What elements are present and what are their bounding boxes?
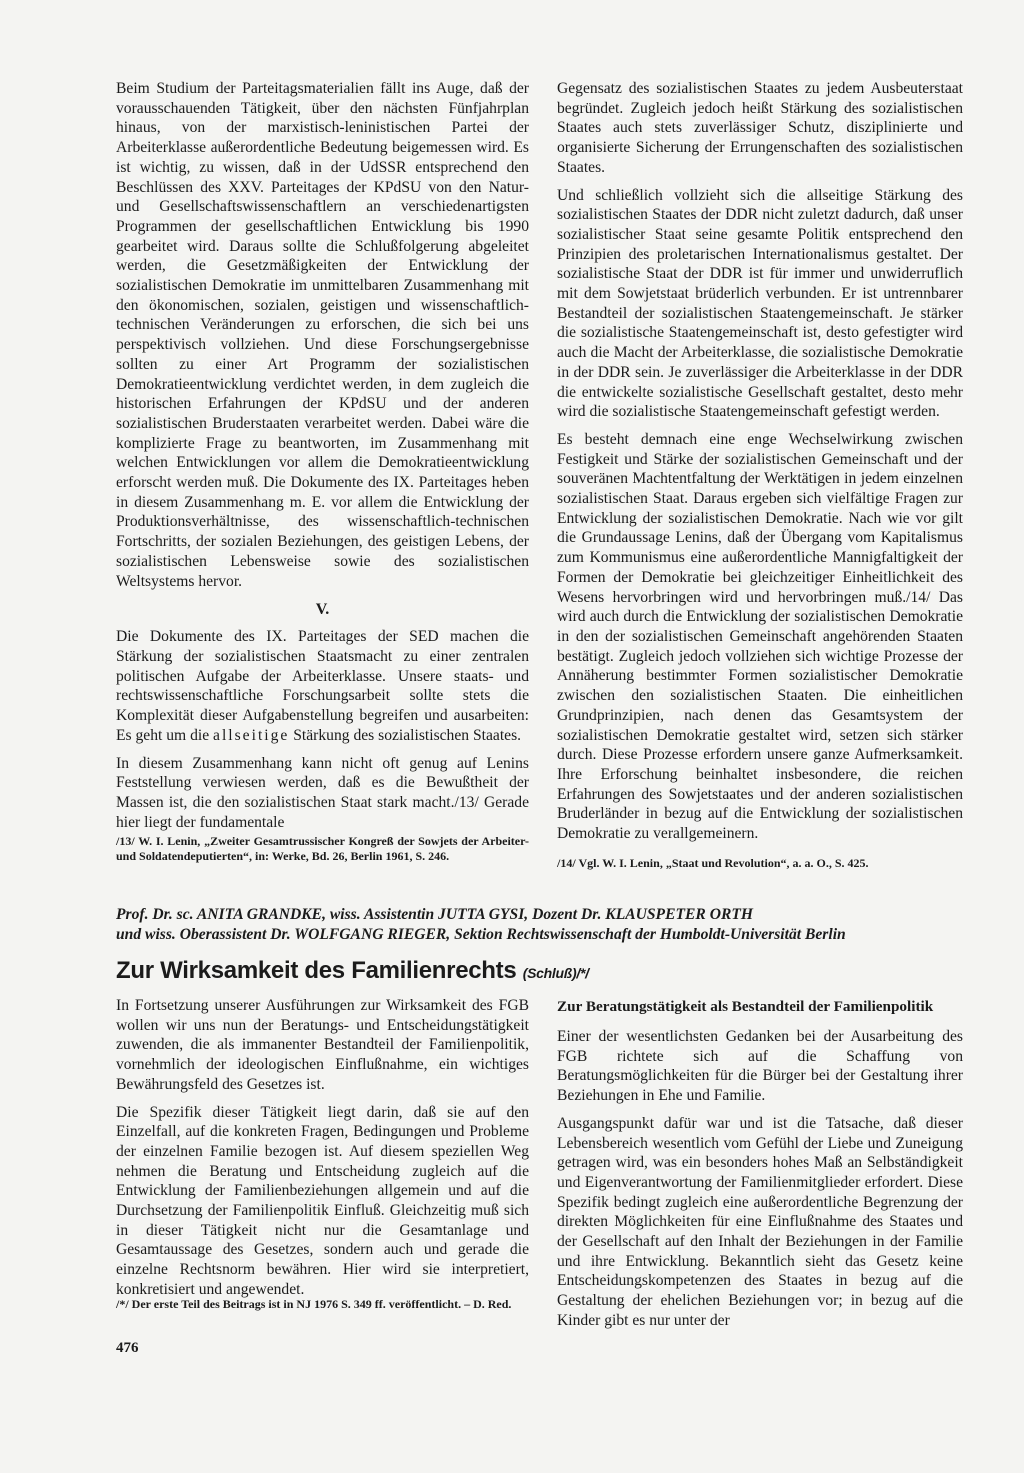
top-right-column: [557, 79, 963, 852]
body-paragraph: Einer der wesentlichsten Gedanken bei der Ausarbeitung des FGB richtete sich auf die Schaffung von Beratungsmöglichkeiten für die Bürger bei der Gestaltung ihrer Beziehungen in Ehe und Familie.: [557, 1028, 963, 1105]
body-paragraph: Beim Studium der Parteitagsmaterialien fällt ins Auge, daß der vorausschauenden Tätigkeit, über den nächsten Fünfjahrplan hinaus, von der marxistisch-leninistischen Partei der Arbeiterklasse außerordentliche Bedeutung beigemessen wird. Es ist wichtig, zu wissen, daß in der UdSSR entsprechend den Beschlüssen des XXV. Parteitages der KPdSU von den Natur- und Gesellschaftswissenschaftlern an verschiedenartigsten Programmen der gesellschaftlichen Entwicklung bis 1990 gearbeitet wird. Daraus sollte die Schlußfolgerung abgeleitet werden, die Gesetzmäßigkeiten der Entwicklung der sozialistischen Demokratie im unmittelbaren Zusammenhang mit den ökonomischen, sozialen, geistigen und wissenschaftlich-technischen Veränderungen zu erforschen, die sich bei uns perspektivisch vollziehen. Und diese Forschungsergebnisse sollten zu einer Art Programm der sozialistischen Demokratieentwicklung verdichtet werden, in dem zugleich die historischen Erfahrungen der KPdSU und der anderen sozialistischen Bruderstaaten verarbeitet werden. Dabei wäre die komplizierte Frage zu beantworten, im Zusammenhang mit welchen Entwicklungen vor allem die Demokratieentwicklung erforscht werden muß. Die Dokumente des IX. Parteitages heben in diesem Zusammenhang m. E. vor allem die Entwicklung der Produktionsverhältnisse, des wissenschaftlich-technischen Fortschritts, der sozialen Beziehungen, des geistigen Lebens, der sozialistischen Lebensweise sowie des sozialistischen Weltsystems hervor.: [116, 80, 529, 590]
footnote-star: /*/ Der erste Teil des Beitrags ist in NJ 1976 S. 349 ff. veröffentlicht. – D. Red.: [116, 1297, 512, 1311]
body-paragraph: Gegensatz des sozialistischen Staates zu jedem Ausbeuterstaat begründet. Zugleich jedoch heißt Stärkung des sozialistischen Staates auch stets zuverlässiger Schutz, disziplinierte und organisierte Sicherung der Errungenschaften des sozialistischen Staates.: [557, 80, 963, 176]
page-number: 476: [116, 1340, 139, 1356]
emphasized-word: allseitige: [213, 726, 290, 744]
footnote-14-block: [557, 856, 963, 871]
body-paragraph: Die Spezifik dieser Tätigkeit liegt darin, daß sie auf den Einzelfall, auf die konkreten Fragen, Bedingungen und Probleme der einzelnen Familie bezogen ist. Auf diesem speziellen Weg nehmen die Beratung und Entscheidung zugleich auf die Entwicklung der Familienbeziehungen allgemein und auf die Durchsetzung der Familienpolitik Einfluß. Gleichzeitig muß sich in dieser Tätigkeit nicht nur die Gesamtanlage und Gesamtaussage des Gesetzes, sondern auch und gerade die einzelne Rechtsnorm bewähren. Hier wird sie interpretiert, konkretisiert und angewendet.: [116, 1103, 529, 1298]
top-left-column: [116, 79, 529, 840]
footnote-14: /14/ Vgl. W. I. Lenin, „Staat und Revolution“, a. a. O., S. 425.: [557, 856, 869, 870]
article-right-column: [557, 997, 963, 1339]
footnote-star-block: [116, 1297, 529, 1312]
footnote-13-block: [116, 834, 529, 864]
footnote-13: /13/ W. I. Lenin, „Zweiter Gesamtrussischer Kongreß der Sowjets der Arbeiter- und Soldatendeputierten“, in: Werke, Bd. 26, Berlin 1961, S. 246.: [116, 834, 529, 863]
body-paragraph: Es besteht demnach eine enge Wechselwirkung zwischen Festigkeit und Stärke der sozialistischen Gemeinschaft und der souveränen Machtentfaltung der Werktätigen in jedem einzelnen sozialistischen Staat. Daraus ergeben sich vielfältige Fragen zur Entwicklung der sozialistischen Demokratie. Nach wie vor gilt die Grundaussage Lenins, daß der Übergang vom Kapitalismus zum Kommunismus eine außerordentliche Mannigfaltigkeit der Formen der Demokratie bei gleichzeitiger Einheitlichkeit des Wesens hervorbringen wird und hervorbringen muß./14/ Das wird auch durch die Entwicklung der sozialistischen Demokratie in den der sozialistischen Gemeinschaft angehörenden Staaten bestätigt. Zugleich jedoch vollziehen sich wichtige Prozesse der Annäherung bestimmter Formen sozialistischer Demokratie zwischen den sozialistischen Staaten. Die einheitlichen Grundprinzipien, nach denen das Gesamtsystem der sozialistischen Demokratie gestaltet wird, setzen sich stärker durch. Diese Prozesse erfordern unsere ganze Aufmerksamkeit. Ihre Erforschung beinhaltet insbesondere, die reichen Erfahrungen des Sowjetstaates und der anderen sozialistischen Bruderländer in bezug auf die Entwicklung der sozialistischen Demokratie zu verallgemeinern.: [557, 430, 963, 843]
article-left-column: [116, 996, 529, 1308]
body-paragraph: Ausgangspunkt dafür war und ist die Tatsache, daß dieser Lebensbereich wesentlich vom Gefühl der Liebe und Zuneigung getragen wird, was ein besonders hohes Maß an Selbständigkeit und Eigenverantwortung der Familienmitglieder erfordert. Diese Spezifik bedingt zugleich eine außerordentliche Begrenzung der direkten Möglichkeiten für eine Einflußnahme des Staates und der Gesellschaft auf den Inhalt der Beziehungen in der Familie und ihre Entwicklung. Bekanntlich sieht das Gesetz keine Entscheidungskompetenzen des Staates in bezug auf die Gestaltung der ehelichen Beziehungen vor; in bezug auf die Kinder gibt es nur unter der: [557, 1114, 963, 1329]
body-paragraph: In diesem Zusammenhang kann nicht oft genug auf Lenins Feststellung verwiesen werden, daß es die Bewußtheit der Massen ist, die den sozialistischen Staat stark macht./13/ Gerade hier liegt der fundamentale: [116, 754, 529, 831]
article-title: [116, 957, 816, 985]
subheading: Zur Beratungstätigkeit als Bestandteil der Familienpolitik: [557, 998, 934, 1015]
body-paragraph: [116, 627, 529, 745]
author-byline: [116, 905, 964, 945]
text-run: Die Dokumente des IX. Parteitages der SED machen die Stärkung der sozialistischen Staatsmacht zu einer zentralen politischen Aufgabe der Arbeiterklasse. Unsere staats- und rechtswissenschaftliche Forschungsarbeit sollte stets die Komplexität dieser Aufgabenstellung begreifen und ausarbeiten: Es geht um die: [116, 628, 529, 744]
article-title-suffix: (Schluß)/*/: [522, 965, 589, 981]
text-run: Stärkung des sozialistischen Staates.: [293, 726, 522, 744]
body-paragraph: Und schließlich vollzieht sich die allseitige Stärkung des sozialistischen Staates der DDR nicht zuletzt dadurch, daß unser sozialistischer Staat seine gesamte Politik entsprechend den Prinzipien des proletarischen Internationalismus gestaltet. Der sozialistische Staat der DDR ist für immer und unwiderruflich mit dem Sowjetstaat brüderlich verbunden. Er ist untrennbarer Bestandteil der sozialistischen Staatengemeinschaft. Je stärker die sozialistische Staatengemeinschaft ist, desto gefestigter wird auch die Macht der Arbeiterklasse, die sozialistische Demokratie in der DDR sein. Je zuverlässiger die Arbeiterklasse in der DDR die entwickelte sozialistische Gesellschaft gestaltet, desto mehr wird die sozialistische Staatengemeinschaft gefestigt werden.: [557, 186, 963, 421]
byline-line-1: Prof. Dr. sc. ANITA GRANDKE, wiss. Assistentin JUTTA GYSI, Dozent Dr. KLAUSPETER ORTH: [116, 906, 754, 923]
article-title-text: Zur Wirksamkeit des Familienrechts: [116, 957, 517, 984]
body-paragraph: In Fortsetzung unserer Ausführungen zur Wirksamkeit des FGB wollen wir uns nun der Beratungs- und Entscheidungstätigkeit zuwenden, die als immanenter Bestandteil der Familienpolitik, vornehmlich der ideologischen Einflußnahme, ein wichtiges Bewährungsfeld des Gesetzes ist.: [116, 997, 529, 1093]
section-heading: V.: [315, 601, 330, 619]
byline-line-2: und wiss. Oberassistent Dr. WOLFGANG RIEGER, Sektion Rechtswissenschaft der Humboldt-Universität Berlin: [116, 926, 846, 943]
